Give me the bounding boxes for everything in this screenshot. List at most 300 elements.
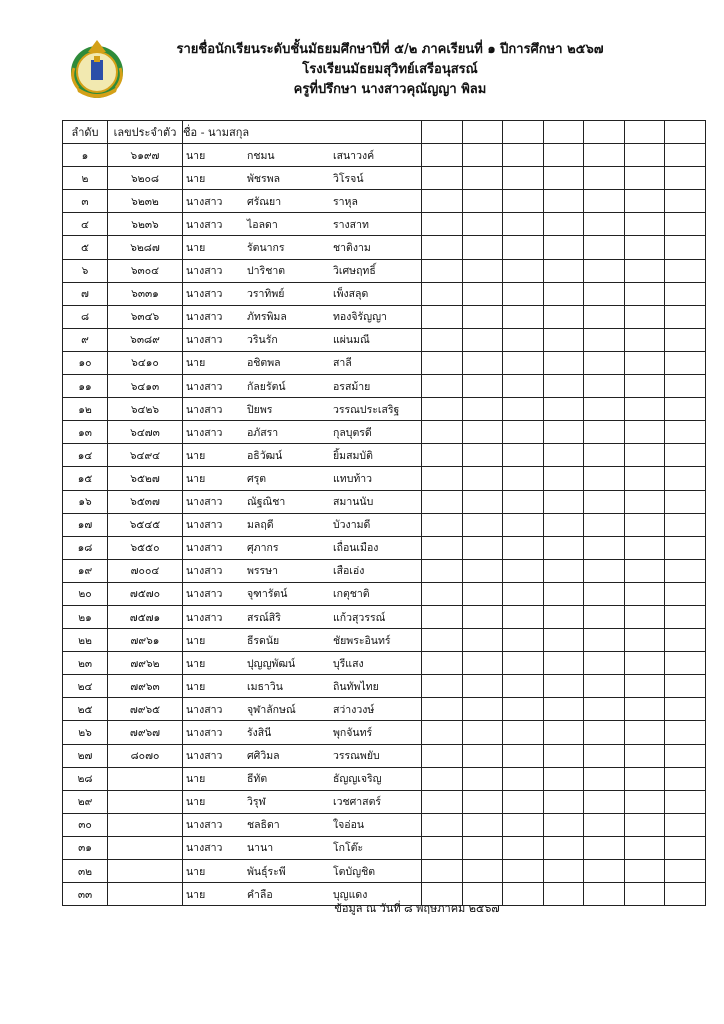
row-title: นางสาว xyxy=(186,496,223,509)
blank-cell xyxy=(462,605,503,628)
row-number: ๙ xyxy=(63,328,108,351)
blank-cell xyxy=(503,813,544,836)
blank-cell xyxy=(462,259,503,282)
blank-cell xyxy=(462,536,503,559)
data-date-text: ข้อมูล ณ วันที่ ๘ พฤษภาคม ๒๕๖๗ xyxy=(334,902,500,915)
blank-cell xyxy=(543,467,584,490)
row-title: นางสาว xyxy=(186,726,223,739)
blank-cell xyxy=(665,259,706,282)
row-student-id: ๗๙๖๑ xyxy=(108,629,183,652)
row-number: ๒ xyxy=(63,167,108,190)
blank-cell xyxy=(422,813,463,836)
blank-cell xyxy=(584,351,625,374)
blank-cell xyxy=(462,282,503,305)
row-full-name xyxy=(183,605,422,628)
row-student-id: ๖๓๔๖ xyxy=(108,305,183,328)
blank-cell xyxy=(462,305,503,328)
row-first-name: กัลยรัตน์ xyxy=(247,380,286,393)
row-title: นางสาว xyxy=(186,380,223,393)
blank-cell xyxy=(543,582,584,605)
blank-cell xyxy=(543,213,584,236)
blank-cell xyxy=(503,213,544,236)
row-last-name: วิโรจน์ xyxy=(333,172,364,185)
blank-cell xyxy=(503,398,544,421)
row-first-name: ปิยพร xyxy=(247,403,273,416)
row-number: ๖ xyxy=(63,259,108,282)
table-row xyxy=(63,836,706,859)
table-row xyxy=(63,721,706,744)
row-first-name: ธีรดนัย xyxy=(247,634,280,647)
row-title: นางสาว xyxy=(186,288,223,301)
blank-cell xyxy=(665,721,706,744)
blank-cell xyxy=(665,375,706,398)
blank-cell xyxy=(665,860,706,883)
blank-cell xyxy=(665,467,706,490)
blank-cell xyxy=(462,675,503,698)
blank-cell xyxy=(543,813,584,836)
row-full-name xyxy=(183,398,422,421)
row-title: นางสาว xyxy=(186,588,223,601)
row-first-name: รัตนากร xyxy=(247,242,285,255)
blank-cell xyxy=(503,675,544,698)
row-title: นาย xyxy=(186,865,206,878)
blank-cell xyxy=(665,513,706,536)
blank-cell xyxy=(584,721,625,744)
blank-cell xyxy=(462,513,503,536)
row-number: ๘ xyxy=(63,305,108,328)
blank-cell xyxy=(503,305,544,328)
table-row xyxy=(63,860,706,883)
table-row xyxy=(63,629,706,652)
blank-cell xyxy=(503,652,544,675)
row-student-id: ๘๐๗๐ xyxy=(108,744,183,767)
blank-cell xyxy=(624,282,665,305)
table-row xyxy=(63,813,706,836)
blank-cell xyxy=(624,213,665,236)
header-full-name: ชื่อ - นามสกุล xyxy=(183,121,422,144)
blank-cell xyxy=(462,836,503,859)
blank-cell xyxy=(462,490,503,513)
blank-cell xyxy=(462,559,503,582)
blank-cell xyxy=(422,744,463,767)
row-first-name: นานา xyxy=(247,842,274,855)
blank-cell xyxy=(624,860,665,883)
header-blank-cell xyxy=(462,121,503,144)
blank-cell xyxy=(584,652,625,675)
row-last-name: สว่างวงษ์ xyxy=(333,703,375,716)
blank-cell xyxy=(503,167,544,190)
blank-cell xyxy=(543,605,584,628)
blank-cell xyxy=(503,282,544,305)
blank-cell xyxy=(462,144,503,167)
row-full-name xyxy=(183,629,422,652)
row-first-name: ปุญญพัฒน์ xyxy=(247,657,296,670)
row-title: นางสาว xyxy=(186,311,223,324)
row-title: นาย xyxy=(186,888,206,901)
row-last-name: ธัญญเจริญ xyxy=(333,773,382,786)
blank-cell xyxy=(624,698,665,721)
blank-cell xyxy=(584,582,625,605)
table-row xyxy=(63,605,706,628)
row-number: ๒๔ xyxy=(63,675,108,698)
row-number: ๓๐ xyxy=(63,813,108,836)
row-first-name: อภัสรา xyxy=(247,426,279,439)
blank-cell xyxy=(665,398,706,421)
row-last-name: กุลบุตรดี xyxy=(333,426,372,439)
blank-cell xyxy=(584,629,625,652)
header-student-id: เลขประจำตัว xyxy=(108,121,183,144)
blank-cell xyxy=(665,305,706,328)
row-first-name: วรินรัก xyxy=(247,334,278,347)
school-logo xyxy=(68,38,126,102)
blank-cell xyxy=(584,398,625,421)
row-number: ๑๒ xyxy=(63,398,108,421)
blank-cell xyxy=(624,144,665,167)
blank-cell xyxy=(422,490,463,513)
row-student-id xyxy=(108,813,183,836)
blank-cell xyxy=(665,790,706,813)
blank-cell xyxy=(624,675,665,698)
blank-cell xyxy=(422,213,463,236)
row-full-name xyxy=(183,351,422,374)
blank-cell xyxy=(422,444,463,467)
row-title: นาย xyxy=(186,449,206,462)
row-last-name: พุกจันทร์ xyxy=(333,726,373,739)
row-last-name: เวชศาสตร์ xyxy=(333,796,382,809)
row-last-name: ทองจิรัญญา xyxy=(333,311,387,324)
blank-cell xyxy=(665,629,706,652)
row-last-name: เสนาวงค์ xyxy=(333,149,375,162)
row-last-name: ชาติงาม xyxy=(333,242,371,255)
row-student-id: ๖๓๓๑ xyxy=(108,282,183,305)
blank-cell xyxy=(584,190,625,213)
blank-cell xyxy=(462,652,503,675)
blank-cell xyxy=(665,605,706,628)
blank-cell xyxy=(624,167,665,190)
blank-cell xyxy=(584,513,625,536)
blank-cell xyxy=(462,375,503,398)
blank-cell xyxy=(543,836,584,859)
blank-cell xyxy=(462,813,503,836)
blank-cell xyxy=(422,282,463,305)
row-first-name: อชิตพล xyxy=(247,357,281,370)
blank-cell xyxy=(584,444,625,467)
table-row xyxy=(63,444,706,467)
row-full-name xyxy=(183,513,422,536)
row-first-name: คำลือ xyxy=(247,888,273,901)
blank-cell xyxy=(422,167,463,190)
row-first-name: พันธุ์ระพี xyxy=(247,865,286,878)
blank-cell xyxy=(584,421,625,444)
blank-cell xyxy=(503,836,544,859)
row-student-id: ๖๒๓๒ xyxy=(108,190,183,213)
blank-cell xyxy=(584,144,625,167)
row-number: ๕ xyxy=(63,236,108,259)
blank-cell xyxy=(665,167,706,190)
blank-cell xyxy=(624,721,665,744)
blank-cell xyxy=(543,790,584,813)
row-student-id: ๖๑๙๗ xyxy=(108,144,183,167)
blank-cell xyxy=(422,536,463,559)
blank-cell xyxy=(543,721,584,744)
row-full-name xyxy=(183,259,422,282)
blank-cell xyxy=(503,536,544,559)
blank-cell xyxy=(503,559,544,582)
blank-cell xyxy=(422,652,463,675)
row-last-name: ยิ้มสมบัติ xyxy=(333,449,373,462)
blank-cell xyxy=(584,328,625,351)
blank-cell xyxy=(624,444,665,467)
row-number: ๑๘ xyxy=(63,536,108,559)
blank-cell xyxy=(462,398,503,421)
row-title: นางสาว xyxy=(186,842,223,855)
blank-cell xyxy=(624,305,665,328)
blank-cell xyxy=(665,351,706,374)
row-last-name: เพ็งสลุด xyxy=(333,288,369,301)
row-first-name: จุฑารัตน์ xyxy=(247,588,288,601)
blank-cell xyxy=(462,421,503,444)
row-full-name xyxy=(183,167,422,190)
row-number: ๑๗ xyxy=(63,513,108,536)
row-number: ๒๘ xyxy=(63,767,108,790)
blank-cell xyxy=(665,582,706,605)
blank-cell xyxy=(462,328,503,351)
row-full-name xyxy=(183,744,422,767)
blank-cell xyxy=(503,790,544,813)
row-title: นาย xyxy=(186,149,206,162)
blank-cell xyxy=(665,444,706,467)
blank-cell xyxy=(503,605,544,628)
row-student-id: ๗๙๖๓ xyxy=(108,675,183,698)
blank-cell xyxy=(422,605,463,628)
row-first-name: วราทิพย์ xyxy=(247,288,285,301)
row-student-id: ๖๔๑๓ xyxy=(108,375,183,398)
blank-cell xyxy=(624,513,665,536)
row-full-name xyxy=(183,721,422,744)
row-last-name: เสือเอ่ง xyxy=(333,565,365,578)
row-student-id: ๖๓๐๔ xyxy=(108,259,183,282)
blank-cell xyxy=(624,490,665,513)
blank-cell xyxy=(503,582,544,605)
blank-cell xyxy=(665,282,706,305)
row-number: ๔ xyxy=(63,213,108,236)
header-blank-cell xyxy=(665,121,706,144)
blank-cell xyxy=(624,259,665,282)
row-full-name xyxy=(183,190,422,213)
row-first-name: ณัฐณิชา xyxy=(247,496,286,509)
row-title: นางสาว xyxy=(186,542,223,555)
row-first-name: ภัทรพิมล xyxy=(247,311,287,324)
blank-cell xyxy=(503,328,544,351)
row-first-name: รังสินี xyxy=(247,726,272,739)
blank-cell xyxy=(543,375,584,398)
row-student-id xyxy=(108,860,183,883)
blank-cell xyxy=(422,375,463,398)
blank-cell xyxy=(665,698,706,721)
blank-cell xyxy=(462,213,503,236)
blank-cell xyxy=(503,860,544,883)
row-full-name xyxy=(183,813,422,836)
row-full-name xyxy=(183,328,422,351)
blank-cell xyxy=(584,744,625,767)
row-full-name xyxy=(183,375,422,398)
blank-cell xyxy=(624,836,665,859)
row-full-name xyxy=(183,213,422,236)
school-name: โรงเรียนมัธยมสุวิทย์เสรีอนุสรณ์ xyxy=(302,62,478,77)
table-row xyxy=(63,790,706,813)
row-first-name: พรรษา xyxy=(247,565,279,578)
row-first-name: ศรัณยา xyxy=(247,195,282,208)
blank-cell xyxy=(584,259,625,282)
blank-cell xyxy=(503,721,544,744)
blank-cell xyxy=(503,744,544,767)
row-full-name xyxy=(183,467,422,490)
blank-cell xyxy=(543,513,584,536)
row-title: นางสาว xyxy=(186,218,223,231)
row-title: นางสาว xyxy=(186,265,223,278)
blank-cell xyxy=(543,421,584,444)
row-first-name: วิรุฬ xyxy=(247,796,266,809)
blank-cell xyxy=(543,559,584,582)
blank-cell xyxy=(543,259,584,282)
row-first-name: ศศิวิมล xyxy=(247,750,280,763)
row-last-name: ใจอ่อน xyxy=(333,819,365,832)
row-full-name xyxy=(183,767,422,790)
row-full-name xyxy=(183,652,422,675)
blank-cell xyxy=(624,351,665,374)
blank-cell xyxy=(665,813,706,836)
blank-cell xyxy=(624,398,665,421)
blank-cell xyxy=(624,375,665,398)
blank-cell xyxy=(462,698,503,721)
row-number: ๗ xyxy=(63,282,108,305)
row-first-name: กชมน xyxy=(247,149,275,162)
blank-cell xyxy=(543,767,584,790)
blank-cell xyxy=(584,675,625,698)
blank-cell xyxy=(584,559,625,582)
row-student-id: ๖๕๕๐ xyxy=(108,536,183,559)
blank-cell xyxy=(665,536,706,559)
blank-cell xyxy=(584,767,625,790)
blank-cell xyxy=(543,305,584,328)
row-full-name xyxy=(183,282,422,305)
row-last-name: รางสาท xyxy=(333,218,369,231)
row-full-name xyxy=(183,144,422,167)
blank-cell xyxy=(584,213,625,236)
blank-cell xyxy=(543,860,584,883)
blank-cell xyxy=(422,721,463,744)
blank-cell xyxy=(422,351,463,374)
row-full-name xyxy=(183,559,422,582)
blank-cell xyxy=(503,236,544,259)
row-title: นางสาว xyxy=(186,519,223,532)
blank-cell xyxy=(422,698,463,721)
blank-cell xyxy=(665,836,706,859)
row-title: นาย xyxy=(186,773,206,786)
blank-cell xyxy=(665,652,706,675)
blank-cell xyxy=(543,398,584,421)
row-last-name: วิเศษฤทธิ์ xyxy=(333,265,376,278)
table-body xyxy=(63,144,706,906)
row-last-name: บุรีแสง xyxy=(333,657,364,670)
row-number: ๒๑ xyxy=(63,605,108,628)
blank-cell xyxy=(462,351,503,374)
row-student-id: ๗๐๐๔ xyxy=(108,559,183,582)
blank-cell xyxy=(624,190,665,213)
table-row xyxy=(63,513,706,536)
row-title: นางสาว xyxy=(186,426,223,439)
blank-cell xyxy=(624,813,665,836)
row-last-name: บุญแดง xyxy=(333,888,368,901)
row-full-name xyxy=(183,860,422,883)
row-last-name: วรรณประเสริฐ xyxy=(333,403,400,416)
row-number: ๑๖ xyxy=(63,490,108,513)
row-student-id: ๗๕๗๐ xyxy=(108,582,183,605)
blank-cell xyxy=(584,790,625,813)
table-row xyxy=(63,467,706,490)
row-full-name xyxy=(183,236,422,259)
row-first-name: จุฬาลักษณ์ xyxy=(247,703,296,716)
blank-cell xyxy=(665,421,706,444)
row-first-name: ศรุต xyxy=(247,472,267,485)
row-last-name: ถินทัพไทย xyxy=(333,680,379,693)
table-row xyxy=(63,282,706,305)
blank-cell xyxy=(462,582,503,605)
row-first-name: สรณ์สิริ xyxy=(247,611,281,624)
row-student-id: ๖๕๔๕ xyxy=(108,513,183,536)
blank-cell xyxy=(543,167,584,190)
row-number: ๑๔ xyxy=(63,444,108,467)
table-row xyxy=(63,744,706,767)
blank-cell xyxy=(462,629,503,652)
blank-cell xyxy=(624,790,665,813)
blank-cell xyxy=(462,236,503,259)
blank-cell xyxy=(624,236,665,259)
table-row xyxy=(63,351,706,374)
blank-cell xyxy=(422,467,463,490)
row-number: ๑๙ xyxy=(63,559,108,582)
blank-cell xyxy=(584,860,625,883)
row-title: นางสาว xyxy=(186,611,223,624)
table-row xyxy=(63,305,706,328)
table-row xyxy=(63,559,706,582)
row-student-id: ๖๔๒๖ xyxy=(108,398,183,421)
blank-cell xyxy=(584,305,625,328)
row-title: นางสาว xyxy=(186,565,223,578)
blank-cell xyxy=(584,467,625,490)
row-full-name xyxy=(183,305,422,328)
table-row xyxy=(63,167,706,190)
row-title: นางสาว xyxy=(186,819,223,832)
row-last-name: อรสม้าย xyxy=(333,380,371,393)
row-first-name: ไอลดา xyxy=(247,218,278,231)
table-row xyxy=(63,698,706,721)
row-number: ๓ xyxy=(63,190,108,213)
table-row xyxy=(63,236,706,259)
blank-cell xyxy=(624,582,665,605)
table-row xyxy=(63,767,706,790)
blank-cell xyxy=(543,652,584,675)
row-student-id: ๗๕๗๑ xyxy=(108,605,183,628)
row-full-name xyxy=(183,490,422,513)
table-row xyxy=(63,190,706,213)
header-title: รายชื่อนักเรียนระดับชั้นมัธยมศึกษาปีที่ ๕/๒ ภาคเรียนที่ ๑ ปีการศึกษา ๒๕๖๗ xyxy=(176,42,604,57)
blank-cell xyxy=(543,698,584,721)
blank-cell xyxy=(462,790,503,813)
blank-cell xyxy=(665,744,706,767)
blank-cell xyxy=(503,190,544,213)
blank-cell xyxy=(543,536,584,559)
